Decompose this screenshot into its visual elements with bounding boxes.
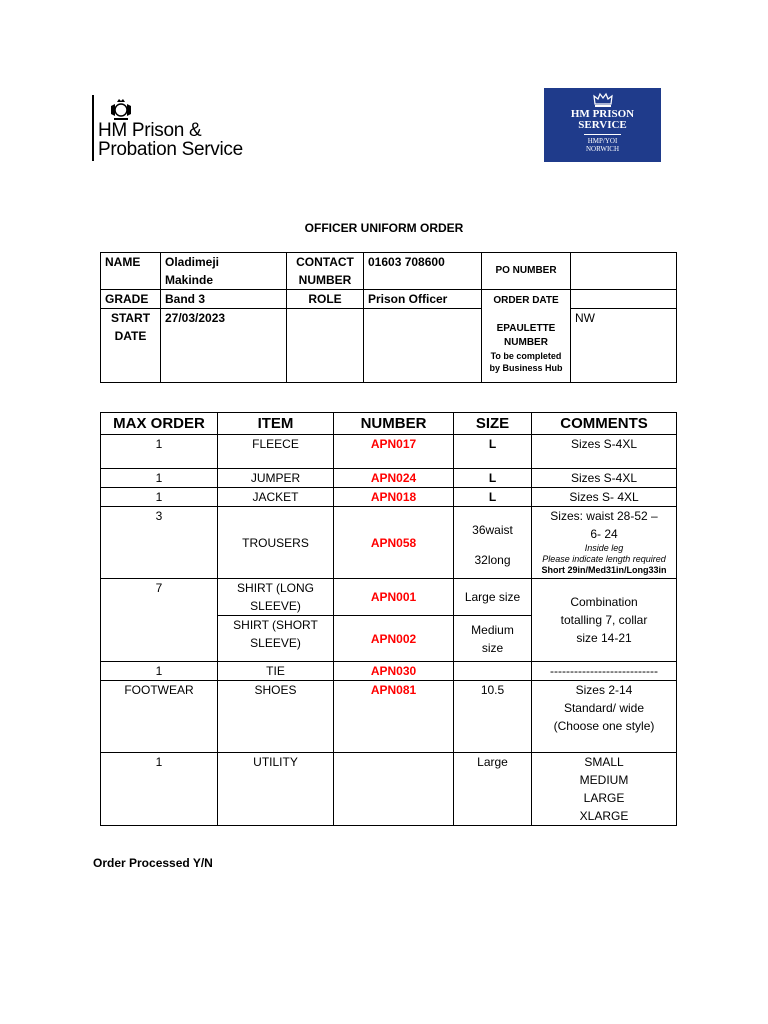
jumper-number: APN024 [334, 469, 454, 488]
shoes-comment-line3: (Choose one style) [553, 719, 655, 733]
start-label-line2: DATE [114, 329, 147, 343]
shoes-max: FOOTWEAR [101, 681, 218, 753]
jumper-max: 1 [101, 469, 218, 488]
start-date-label-cell [101, 309, 161, 383]
hmps-logo-line3: HMP/YOI [587, 137, 618, 145]
shoes-item: SHOES [218, 681, 334, 753]
role-label-cell [287, 290, 364, 309]
hmps-logo-line4: NORWICH [585, 145, 620, 153]
trousers-max: 3 [101, 507, 218, 579]
trousers-comment-line1: Sizes: waist 28-52 – [550, 509, 658, 523]
trousers-length: 32long [474, 553, 511, 567]
hmpps-logo-line2: Probation Service [98, 139, 243, 160]
fleece-comment: Sizes S-4XL [532, 435, 677, 469]
contact-label-line2: NUMBER [298, 273, 352, 287]
epaulette-label-line1: EPAULETTE [496, 323, 556, 334]
name-value-last: Makinde [165, 273, 214, 287]
role-label: ROLE [308, 292, 342, 306]
utility-comment-line3: LARGE [583, 791, 625, 805]
table-row [101, 469, 677, 488]
header-comments: COMMENTS [532, 413, 677, 435]
table-row [101, 753, 677, 826]
shirt-short-number: APN002 [334, 616, 454, 662]
shirt-long-size: Large size [454, 579, 532, 616]
epaulette-label-line2: NUMBER [504, 337, 548, 348]
name-label-cell [101, 253, 161, 290]
tie-comment: --------------------------- [532, 662, 677, 681]
shirt-long-item-line1: SHIRT (LONG [237, 581, 314, 595]
table-row [101, 579, 677, 616]
shoes-comment-cell [532, 681, 677, 753]
hmpps-logo [92, 95, 262, 165]
epaulette-note-line2: by Business Hub [489, 363, 563, 373]
jacket-max: 1 [101, 488, 218, 507]
order-epaulette-label-cell [482, 290, 571, 383]
jacket-number: APN018 [334, 488, 454, 507]
hmps-norwich-logo [544, 88, 661, 162]
utility-comment-line1: SMALL [584, 755, 624, 769]
trousers-waist: 36waist [472, 523, 513, 537]
fleece-number: APN017 [334, 435, 454, 469]
epaulette-value: NW [571, 308, 676, 327]
table-row [101, 488, 677, 507]
fleece-item: FLEECE [218, 435, 334, 469]
header-size: SIZE [454, 413, 532, 435]
table-row [101, 435, 677, 469]
jumper-size: L [454, 469, 532, 488]
header-item: ITEM [218, 413, 334, 435]
grade-label: GRADE [105, 292, 149, 306]
shirt-comment-line2: totalling 7, collar [560, 613, 648, 627]
utility-comment-line2: MEDIUM [579, 773, 629, 787]
shirt-short-size-cell [454, 616, 532, 662]
fleece-max: 1 [101, 435, 218, 469]
shirt-short-item-line2: SLEEVE) [250, 636, 301, 650]
epaulette-note-line1: To be completed [490, 351, 562, 361]
officer-details-table [100, 252, 677, 383]
grade-value: Band 3 [165, 292, 206, 306]
trousers-note-length: Please indicate length required [542, 554, 666, 564]
royal-crest-icon [108, 96, 134, 122]
start-date-value-cell [161, 309, 287, 383]
hmps-logo-line2: SERVICE [578, 119, 627, 131]
order-date-value [575, 290, 672, 308]
tie-max: 1 [101, 662, 218, 681]
table-row [101, 507, 677, 579]
po-label-cell [482, 253, 571, 290]
shirt-comment-line1: Combination [570, 595, 638, 609]
trousers-item: TROUSERS [218, 507, 334, 579]
shirt-long-item-cell [218, 579, 334, 616]
uniform-order-table [100, 412, 677, 826]
shirt-max: 7 [101, 579, 218, 662]
shirt-comment-line3: size 14-21 [576, 631, 632, 645]
role-value: Prison Officer [368, 292, 448, 306]
contact-label-line1: CONTACT [296, 255, 354, 269]
table-header-row [101, 413, 677, 435]
header-max-order: MAX ORDER [101, 413, 218, 435]
jumper-item: JUMPER [218, 469, 334, 488]
trousers-note-lengths: Short 29in/Med31in/Long33in [541, 565, 667, 575]
jacket-item: JACKET [218, 488, 334, 507]
order-date-label: ORDER DATE [493, 295, 559, 306]
jumper-comment: Sizes S-4XL [532, 469, 677, 488]
contact-label-cell [287, 253, 364, 290]
shoes-comment-line2: Standard/ wide [563, 701, 645, 715]
start-label-line1: START [110, 311, 151, 325]
table-row [101, 681, 677, 753]
role-value-cell [364, 290, 482, 309]
name-value-first: Oladimeji [165, 255, 220, 269]
shirt-short-size-line2: size [481, 640, 504, 655]
shirt-long-item-line2: SLEEVE) [250, 599, 301, 613]
shirt-short-item-cell [218, 616, 334, 662]
shoes-size: 10.5 [454, 681, 532, 753]
tie-number: APN030 [334, 662, 454, 681]
jacket-size: L [454, 488, 532, 507]
trousers-note-inside-leg: Inside leg [584, 543, 624, 553]
shoes-comment-line1: Sizes 2-14 [575, 683, 633, 697]
utility-max: 1 [101, 753, 218, 826]
trousers-size-cell [454, 507, 532, 579]
po-number-label: PO NUMBER [495, 265, 557, 276]
shirt-long-number: APN001 [334, 579, 454, 616]
trousers-comment-line2: 6- 24 [590, 527, 618, 541]
utility-comment-line4: XLARGE [579, 809, 629, 823]
epaulette-value-cell [571, 290, 677, 383]
fleece-size: L [454, 435, 532, 469]
table-row [101, 662, 677, 681]
contact-value-cell [364, 253, 482, 290]
trousers-comment-cell [532, 507, 677, 579]
trousers-number: APN058 [334, 507, 454, 579]
contact-value: 01603 708600 [368, 255, 445, 269]
grade-value-cell [161, 290, 287, 309]
shirt-short-item-line1: SHIRT (SHORT [233, 618, 318, 632]
order-processed-note: Order Processed Y/N [93, 856, 213, 870]
grade-label-cell [101, 290, 161, 309]
logo-rule [584, 134, 621, 135]
start-date-value: 27/03/2023 [165, 311, 226, 325]
hmps-logo-line1: HM PRISON [570, 108, 635, 120]
utility-size: Large [454, 753, 532, 826]
tie-item: TIE [218, 662, 334, 681]
empty-cell [364, 309, 482, 383]
utility-item: UTILITY [218, 753, 334, 826]
utility-number [334, 753, 454, 826]
name-label: NAME [105, 255, 141, 269]
shirt-comment-cell [532, 579, 677, 662]
shirt-short-size-line1: Medium [471, 622, 514, 637]
header-number: NUMBER [334, 413, 454, 435]
po-value-cell [571, 253, 677, 290]
empty-cell [287, 309, 364, 383]
page-title: OFFICER UNIFORM ORDER [304, 221, 464, 235]
utility-comment-cell [532, 753, 677, 826]
tie-size [454, 662, 532, 681]
name-value-cell [161, 253, 287, 290]
jacket-comment: Sizes S- 4XL [532, 488, 677, 507]
hmpps-logo-line1: HM Prison & [98, 120, 202, 141]
crown-icon [593, 92, 613, 108]
shoes-number: APN081 [334, 681, 454, 753]
logo-divider [92, 95, 94, 161]
